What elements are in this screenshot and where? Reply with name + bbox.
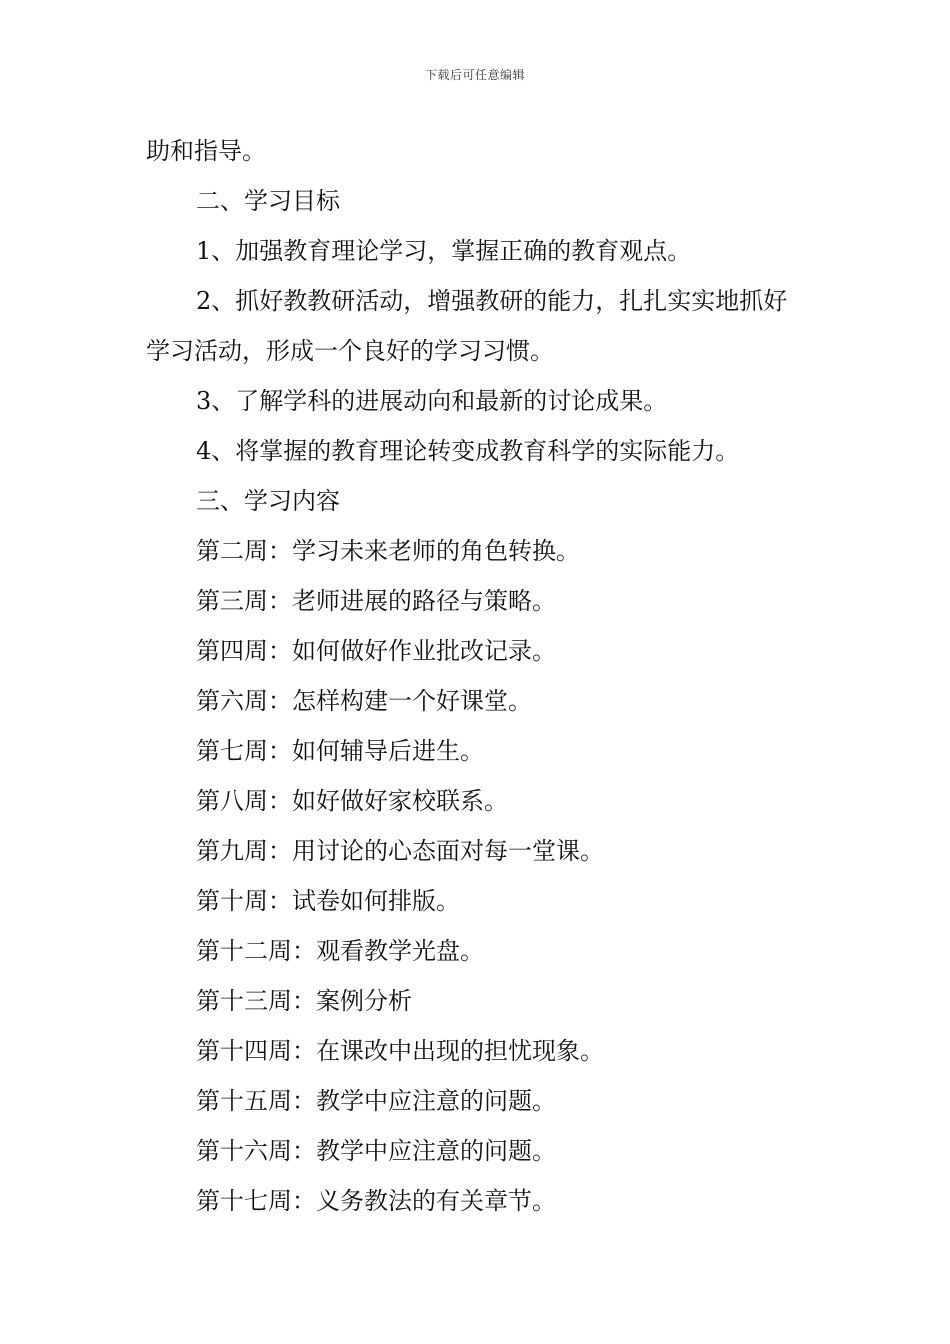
schedule-item: 第十五周：教学中应注意的问题。 [196,1087,556,1115]
schedule-item: 第十六周：教学中应注意的问题。 [196,1137,556,1165]
paragraph-continuation: 助和指导。 [146,137,266,165]
goal-item-3: 3、了解学科的进展动向和最新的讨论成果。 [196,387,668,415]
goal-item-2: 2、抓好教教研活动，增强教研的能力，扎扎实实地抓好学习活动，形成一个良好的学习习惯。 [146,287,788,365]
goal-item-1: 1、加强教育理论学习，掌握正确的教育观点。 [196,237,692,265]
schedule-item: 第七周：如何辅导后进生。 [196,737,484,765]
schedule-item: 第三周：老师进展的路径与策略。 [196,587,556,615]
schedule-item: 第十周：试卷如何排版。 [196,887,460,915]
schedule-item: 第四周：如何做好作业批改记录。 [196,637,556,665]
schedule-item: 第六周：怎样构建一个好课堂。 [196,687,532,715]
schedule-item: 第十四周：在课改中出现的担忧现象。 [196,1037,604,1065]
schedule-item: 第十二周：观看教学光盘。 [196,937,484,965]
schedule-item: 第十七周：义务教法的有关章节。 [196,1187,556,1215]
schedule-item: 第二周：学习未来老师的角色转换。 [196,537,580,565]
document-body [146,126,810,1226]
section-heading-goals: 二、学习目标 [196,187,340,215]
page-header: 下载后可任意编辑 [424,68,525,82]
goal-item-4: 4、将掌握的教育理论转变成教育科学的实际能力。 [196,437,740,465]
schedule-item: 第九周：用讨论的心态面对每一堂课。 [196,837,604,865]
schedule-item: 第八周：如好做好家校联系。 [196,787,508,815]
schedule-item: 第十三周：案例分析 [196,987,412,1015]
section-heading-content: 三、学习内容 [196,487,340,515]
